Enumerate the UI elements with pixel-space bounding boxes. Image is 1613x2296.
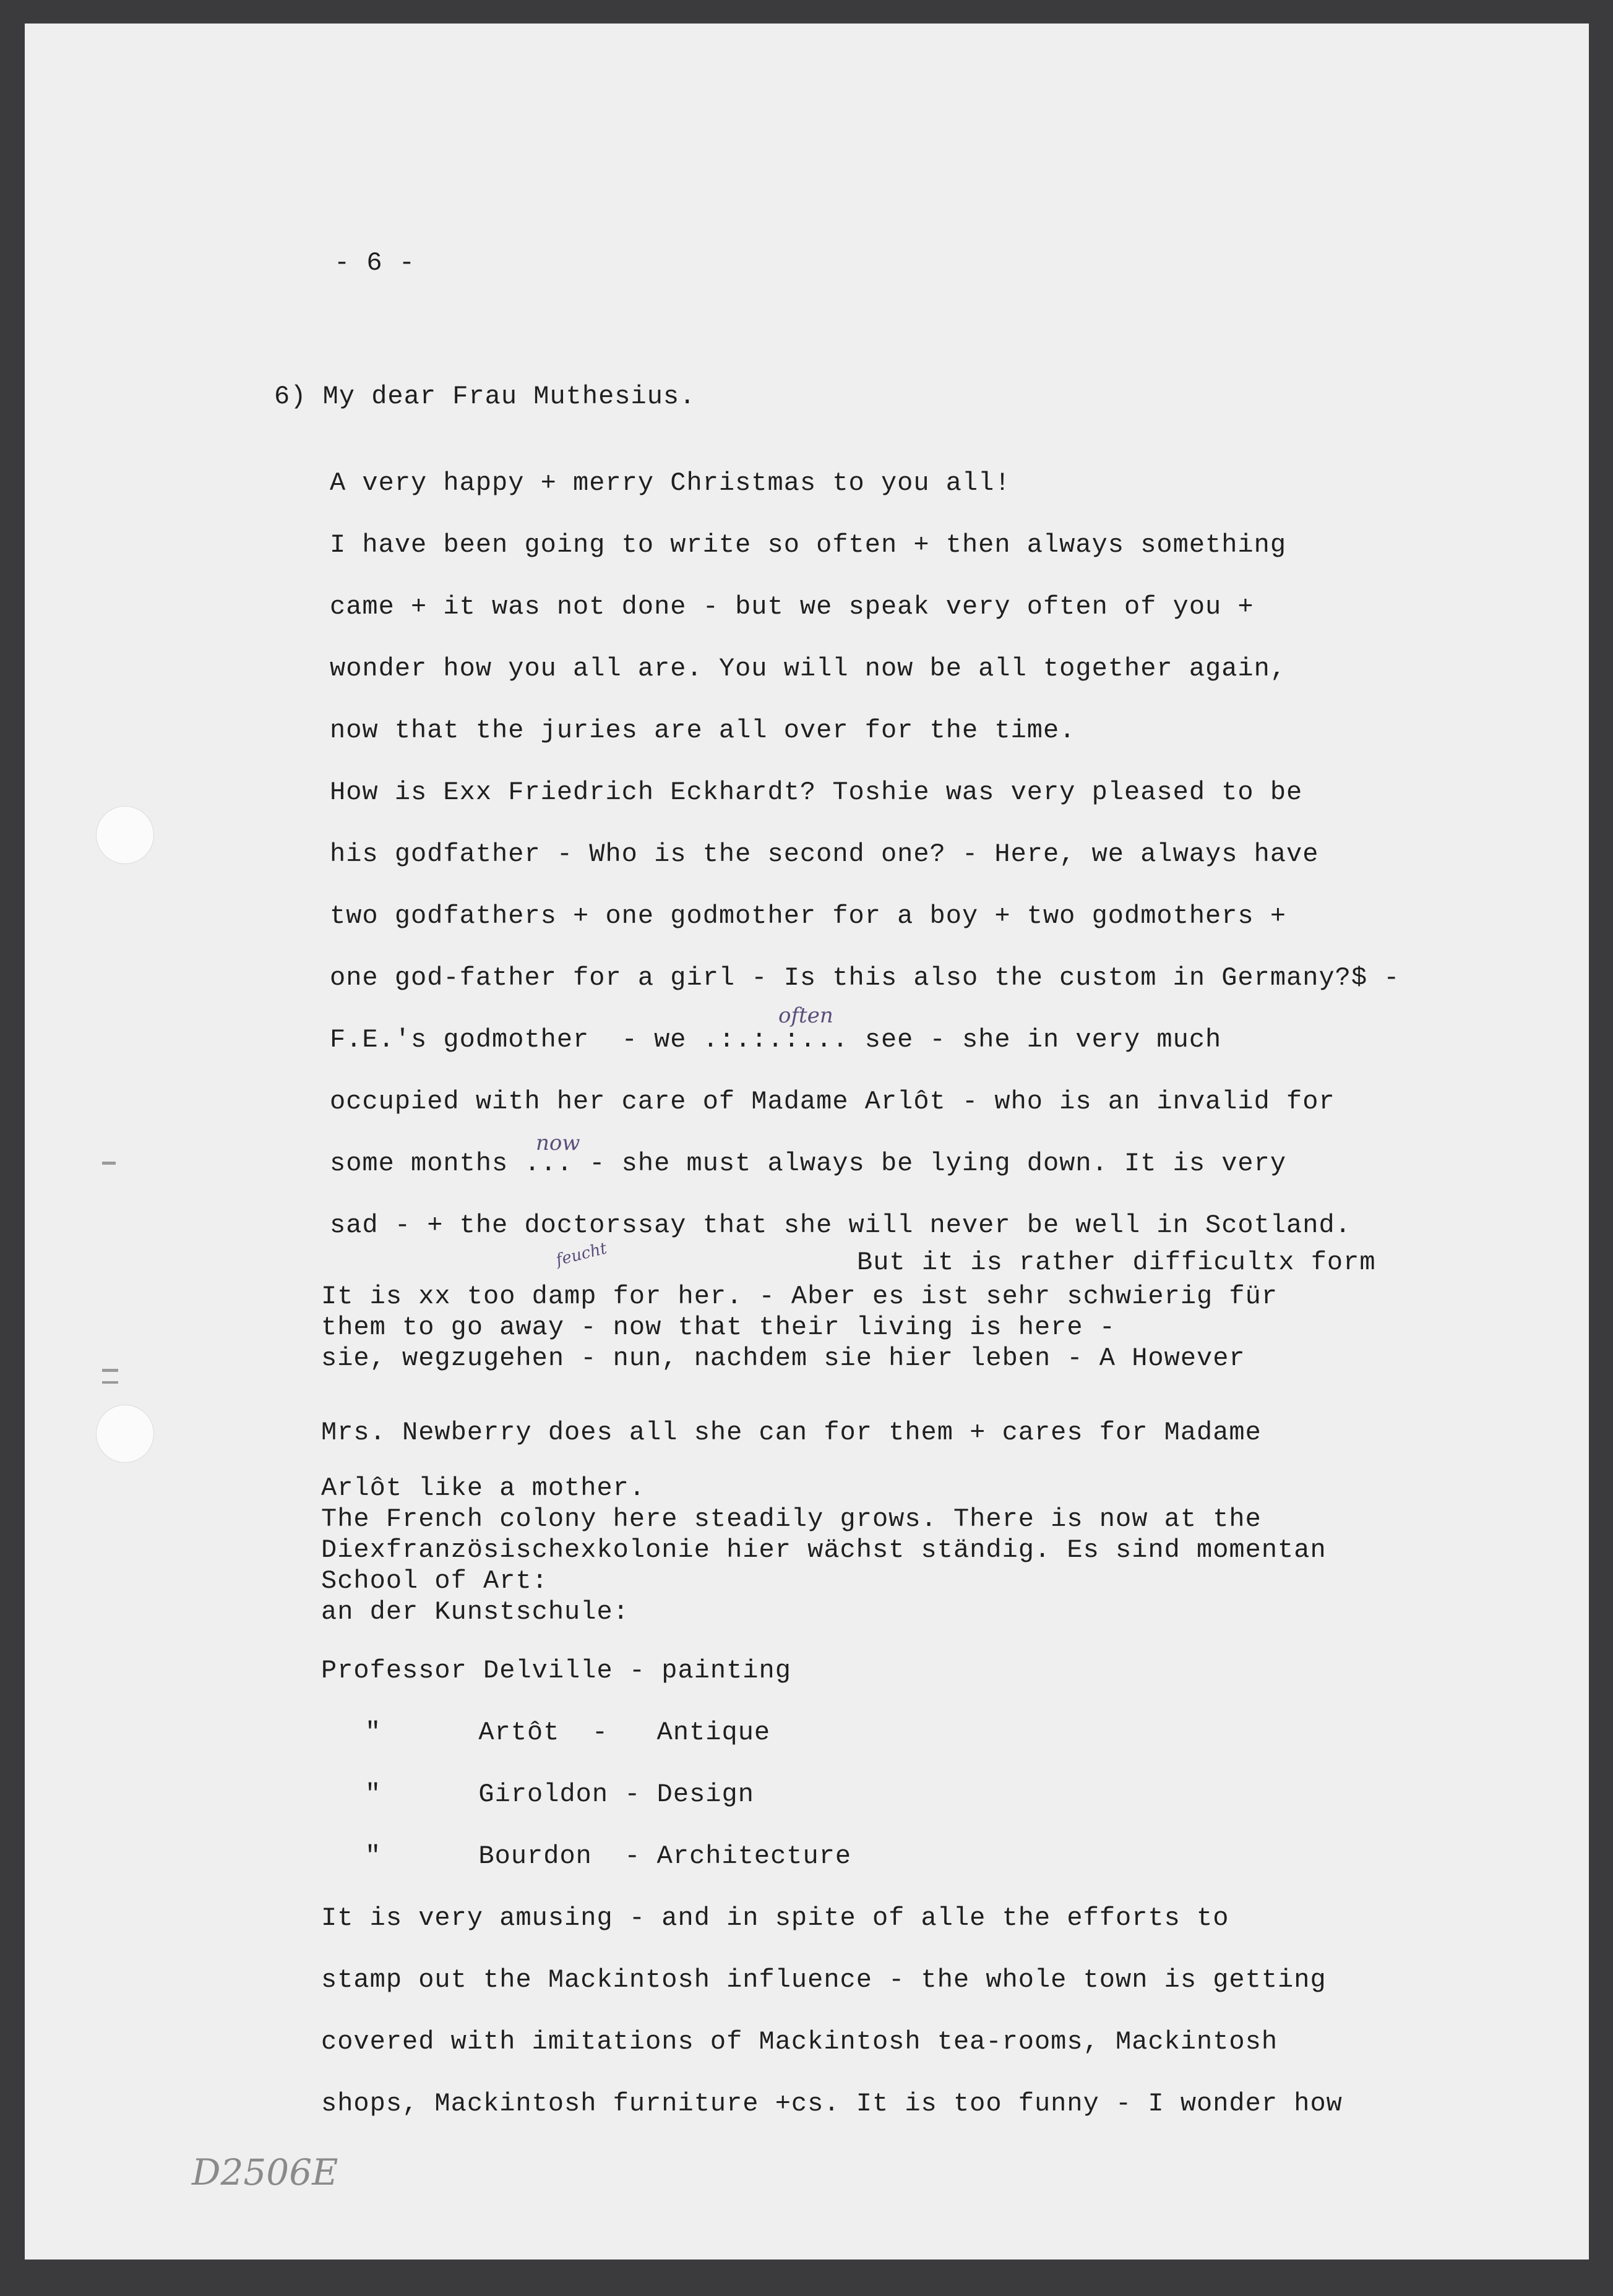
letter-line: F.E.'s godmother - we .:.:.:... see - she in very much	[330, 1025, 1222, 1055]
letter-line: How is Exx Friedrich Eckhardt? Toshie was very pleased to be	[330, 777, 1303, 807]
letter-line: School of Art:	[321, 1566, 548, 1596]
letter-line: A very happy + merry Christmas to you all!	[330, 468, 1011, 498]
letter-line: sad - + the doctorssay that she will never be well in Scotland.	[330, 1210, 1351, 1240]
letter-line: Diexfranzösischexkolonie hier wächst ständig. Es sind momentan	[321, 1535, 1327, 1565]
letter-line: covered with imitations of Mackintosh tea-rooms, Mackintosh	[321, 2027, 1278, 2057]
margin-tick	[102, 1381, 118, 1384]
letter-line: occupied with her care of Madame Arlôt - who is an invalid for	[330, 1087, 1335, 1116]
letter-line: wonder how you all are. You will now be all together again,	[330, 654, 1287, 683]
letter-line: shops, Mackintosh furniture +cs. It is too funny - I wonder how	[321, 2089, 1343, 2118]
letter-line: " Giroldon - Design	[365, 1780, 754, 1809]
letter-line: his godfather - Who is the second one? - Here, we always have	[330, 839, 1319, 869]
margin-tick	[102, 1369, 118, 1372]
letter-line: " Bourdon - Architecture	[365, 1841, 852, 1871]
letter-line: Mrs. Newberry does all she can for them + cares for Madame	[321, 1418, 1262, 1447]
letter-line: It is xx too damp for her. - Aber es ist sehr schwierig für	[321, 1282, 1278, 1311]
letter-line: now that the juries are all over for the time.	[330, 716, 1076, 745]
letter-line: But it is rather difficultx form	[857, 1248, 1376, 1277]
letter-line: stamp out the Mackintosh influence - the whole town is getting	[321, 1965, 1327, 1995]
letter-line: I have been going to write so often + then always something	[330, 530, 1287, 560]
letter-line: an der Kunstschule:	[321, 1597, 629, 1627]
punch-hole-top	[96, 806, 154, 864]
margin-tick	[102, 1162, 116, 1165]
letter-line: one god-father for a girl - Is this also the custom in Germany?$ -	[330, 963, 1400, 993]
letter-line: It is very amusing - and in spite of alle the efforts to	[321, 1903, 1229, 1933]
letter-line: 6) My dear Frau Muthesius.	[274, 382, 696, 411]
handwritten-often: often	[778, 1003, 833, 1028]
handwritten-now: now	[536, 1131, 580, 1155]
letter-line: The French colony here steadily grows. There is now at the	[321, 1504, 1262, 1534]
letter-line: them to go away - now that their living is here -	[321, 1313, 1116, 1342]
letter-line: Arlôt like a mother.	[321, 1473, 646, 1503]
document-page	[25, 24, 1589, 2260]
page-number: - 6 -	[334, 248, 416, 278]
letter-line: some months ... - she must always be lying down. It is very	[330, 1149, 1287, 1178]
letter-line: two godfathers + one godmother for a boy + two godmothers +	[330, 901, 1287, 931]
archive-number: D2506E	[192, 2151, 338, 2193]
handwritten-feucht: feucht	[554, 1239, 609, 1270]
letter-line: sie, wegzugehen - nun, nachdem sie hier leben - A However	[321, 1343, 1245, 1373]
letter-line: " Artôt - Antique	[365, 1718, 771, 1747]
letter-line: Professor Delville - painting	[321, 1656, 791, 1686]
letter-line: came + it was not done - but we speak very often of you +	[330, 592, 1254, 622]
punch-hole-bottom	[96, 1405, 154, 1463]
